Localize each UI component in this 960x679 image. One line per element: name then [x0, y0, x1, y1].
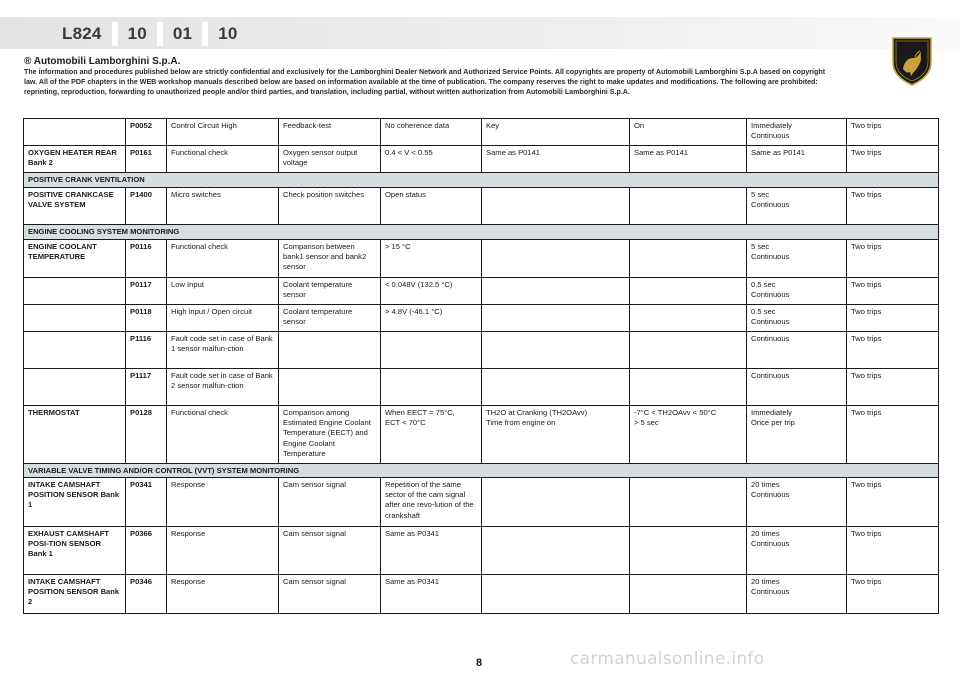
- component-cell: [24, 119, 126, 146]
- component-cell: INTAKE CAMSHAFT POSITION SENSOR Bank 2: [24, 574, 126, 613]
- malfunction-criteria-cell: > 4.8V (-46.1 °C): [381, 304, 482, 331]
- monitor-cell: Check position switches: [279, 187, 381, 224]
- table-row: [24, 368, 939, 405]
- strategy-cell: Response: [167, 574, 279, 613]
- enable-conditions-cell: [630, 526, 747, 574]
- time-required-cell: 0.5 sec Continuous: [747, 304, 847, 331]
- malfunction-criteria-cell: 0.4 < V < 0.55: [381, 145, 482, 172]
- enable-conditions-cell: [630, 277, 747, 304]
- malfunction-criteria-cell: [381, 331, 482, 368]
- strategy-cell: Control Circuit High: [167, 119, 279, 146]
- malfunction-criteria-cell: Same as P0341: [381, 526, 482, 574]
- strategy-cell: High input / Open circuit: [167, 304, 279, 331]
- time-required-cell: 20 times Continuous: [747, 526, 847, 574]
- mil-illumination-cell: Two trips: [847, 239, 939, 277]
- enable-conditions-cell: [630, 304, 747, 331]
- malfunction-criteria-cell: No coherence data: [381, 119, 482, 146]
- code-separator: [157, 22, 163, 46]
- secondary-parameters-cell: [482, 277, 630, 304]
- monitor-cell: Comparison among Estimated Engine Coolant Temperature (EECT) and Engine Coolant Temperature: [279, 405, 381, 463]
- time-required-cell: Same as P0141: [747, 145, 847, 172]
- dtc-code-cell: P0117: [126, 277, 167, 304]
- malfunction-criteria-cell: Repetition of the same sector of the cam signal after one revo-lution of the crankshaft: [381, 477, 482, 526]
- mil-illumination-cell: Two trips: [847, 331, 939, 368]
- dtc-code-cell: P1400: [126, 187, 167, 224]
- secondary-parameters-cell: [482, 368, 630, 405]
- mil-illumination-cell: Two trips: [847, 574, 939, 613]
- table-row: [24, 331, 939, 368]
- malfunction-criteria-cell: Same as P0341: [381, 574, 482, 613]
- malfunction-criteria-cell: > 15 °C: [381, 239, 482, 277]
- table-row: [24, 277, 939, 304]
- dtc-code-cell: P0118: [126, 304, 167, 331]
- component-cell: EXHAUST CAMSHAFT POSI-TION SENSOR Bank 1: [24, 526, 126, 574]
- component-cell: THERMOSTAT: [24, 405, 126, 463]
- dtc-code-cell: P0128: [126, 405, 167, 463]
- dtc-code-cell: P0116: [126, 239, 167, 277]
- time-required-cell: Continuous: [747, 368, 847, 405]
- mil-illumination-cell: Two trips: [847, 277, 939, 304]
- strategy-cell: Fault code set in case of Bank 2 sensor malfun-ction: [167, 368, 279, 405]
- enable-conditions-cell: -7°C < TH2OAvv < 50°C > 5 sec: [630, 405, 747, 463]
- secondary-parameters-cell: [482, 477, 630, 526]
- dtc-code-cell: P0366: [126, 526, 167, 574]
- secondary-parameters-cell: Same as P0141: [482, 145, 630, 172]
- monitor-cell: Feedback-test: [279, 119, 381, 146]
- malfunction-criteria-cell: When EECT = 75°C, ECT < 70°C: [381, 405, 482, 463]
- strategy-cell: Micro switches: [167, 187, 279, 224]
- component-cell: ENGINE COOLANT TEMPERATURE: [24, 239, 126, 277]
- time-required-cell: 0.5 sec Continuous: [747, 277, 847, 304]
- model-code: L824: [62, 24, 102, 43]
- secondary-parameters-cell: Key: [482, 119, 630, 146]
- secondary-parameters-cell: TH2O at Cranking (TH2OAvv) Time from engine on: [482, 405, 630, 463]
- section-title: POSITIVE CRANK VENTILATION: [24, 172, 939, 187]
- dtc-code-cell: P0346: [126, 574, 167, 613]
- component-cell: [24, 277, 126, 304]
- malfunction-criteria-cell: Open status: [381, 187, 482, 224]
- enable-conditions-cell: Same as P0141: [630, 145, 747, 172]
- enable-conditions-cell: [630, 187, 747, 224]
- monitor-cell: Comparison between bank1 sensor and bank2 sensor: [279, 239, 381, 277]
- component-cell: [24, 368, 126, 405]
- time-required-cell: 5 sec Continuous: [747, 187, 847, 224]
- monitor-cell: Cam sensor signal: [279, 526, 381, 574]
- mil-illumination-cell: Two trips: [847, 187, 939, 224]
- strategy-cell: Low Input: [167, 277, 279, 304]
- component-cell: [24, 331, 126, 368]
- dtc-code-cell: P1116: [126, 331, 167, 368]
- table-row: [24, 239, 939, 277]
- time-required-cell: 20 times Continuous: [747, 574, 847, 613]
- monitor-cell: Coolant temperature sensor: [279, 277, 381, 304]
- mil-illumination-cell: Two trips: [847, 145, 939, 172]
- code-separator: [112, 22, 118, 46]
- monitor-cell: Coolant temperature sensor: [279, 304, 381, 331]
- mil-illumination-cell: Two trips: [847, 119, 939, 146]
- table-row: [24, 574, 939, 613]
- dtc-code-cell: P0341: [126, 477, 167, 526]
- page-number: 8: [476, 657, 483, 669]
- section-title: ENGINE COOLING SYSTEM MONITORING: [24, 224, 939, 239]
- malfunction-criteria-cell: [381, 368, 482, 405]
- dtc-code-cell: P0052: [126, 119, 167, 146]
- time-required-cell: Continuous: [747, 331, 847, 368]
- table-row: [24, 405, 939, 463]
- monitor-cell: Oxygen sensor output voltage: [279, 145, 381, 172]
- section-code: 10: [127, 24, 147, 43]
- malfunction-criteria-cell: < 0.048V (132.5 °C): [381, 277, 482, 304]
- secondary-parameters-cell: [482, 187, 630, 224]
- watermark: carmanualsonline.info: [570, 649, 765, 669]
- monitor-cell: [279, 331, 381, 368]
- mil-illumination-cell: Two trips: [847, 477, 939, 526]
- table-row: [24, 187, 939, 224]
- subsection-code: 01: [172, 24, 193, 43]
- strategy-cell: Functional check: [167, 405, 279, 463]
- table-row: [24, 526, 939, 574]
- table-row: [24, 477, 939, 526]
- mil-illumination-cell: Two trips: [847, 368, 939, 405]
- enable-conditions-cell: [630, 477, 747, 526]
- section-header-row: [24, 172, 939, 187]
- mil-illumination-cell: Two trips: [847, 526, 939, 574]
- secondary-parameters-cell: [482, 239, 630, 277]
- mil-illumination-cell: Two trips: [847, 304, 939, 331]
- component-cell: OXYGEN HEATER REAR Bank 2: [24, 145, 126, 172]
- enable-conditions-cell: [630, 368, 747, 405]
- section-title: VARIABLE VALVE TIMING AND/OR CONTROL (VVT) SYSTEM MONITORING: [24, 463, 939, 477]
- copyright-notice: The information and procedures published below are strictly confidential and exclusively for the Lamborghini Dealer Network and Authorized Service Points. All copyrights are property of Automobili Lamborghini S.p.A based on copyright law. All of the PDF chapters in the WEB workshop manuals described below are based on information available at the time of publication. The company reserves the right to make updates and modifications. The following are prohibited: reprinting, reproduction, forwarding to unauthorized people and/or third parties, and translation, including partial, without written authorization from Automobili Lamborghini S.p.A.: [24, 68, 826, 96]
- secondary-parameters-cell: [482, 331, 630, 368]
- section-header-row: [24, 224, 939, 239]
- component-cell: POSITIVE CRANKCASE VALVE SYSTEM: [24, 187, 126, 224]
- strategy-cell: Functional check: [167, 145, 279, 172]
- header-codes: [62, 22, 238, 46]
- enable-conditions-cell: [630, 331, 747, 368]
- strategy-cell: Functional check: [167, 239, 279, 277]
- strategy-cell: Response: [167, 526, 279, 574]
- dtc-code-cell: P1117: [126, 368, 167, 405]
- dtc-code-cell: P0161: [126, 145, 167, 172]
- time-required-cell: 20 times Continuous: [747, 477, 847, 526]
- monitor-cell: [279, 368, 381, 405]
- monitor-cell: Cam sensor signal: [279, 574, 381, 613]
- copyright-title: ® Automobili Lamborghini S.p.A.: [24, 56, 181, 67]
- monitor-cell: Cam sensor signal: [279, 477, 381, 526]
- strategy-cell: Response: [167, 477, 279, 526]
- secondary-parameters-cell: [482, 526, 630, 574]
- lamborghini-logo: [891, 36, 933, 86]
- component-cell: INTAKE CAMSHAFT POSITION SENSOR Bank 1: [24, 477, 126, 526]
- diagnostic-table: [23, 118, 939, 614]
- component-cell: [24, 304, 126, 331]
- time-required-cell: Immediately Once per trip: [747, 405, 847, 463]
- table-row: [24, 304, 939, 331]
- enable-conditions-cell: [630, 239, 747, 277]
- secondary-parameters-cell: [482, 574, 630, 613]
- time-required-cell: Immediately Continuous: [747, 119, 847, 146]
- secondary-parameters-cell: [482, 304, 630, 331]
- section-header-row: [24, 463, 939, 477]
- enable-conditions-cell: [630, 574, 747, 613]
- table-row: [24, 119, 939, 146]
- strategy-cell: Fault code set in case of Bank 1 sensor malfun-ction: [167, 331, 279, 368]
- mil-illumination-cell: Two trips: [847, 405, 939, 463]
- time-required-cell: 5 sec Continuous: [747, 239, 847, 277]
- code-separator: [202, 22, 208, 46]
- item-code: 10: [218, 24, 238, 43]
- table-row: [24, 145, 939, 172]
- enable-conditions-cell: On: [630, 119, 747, 146]
